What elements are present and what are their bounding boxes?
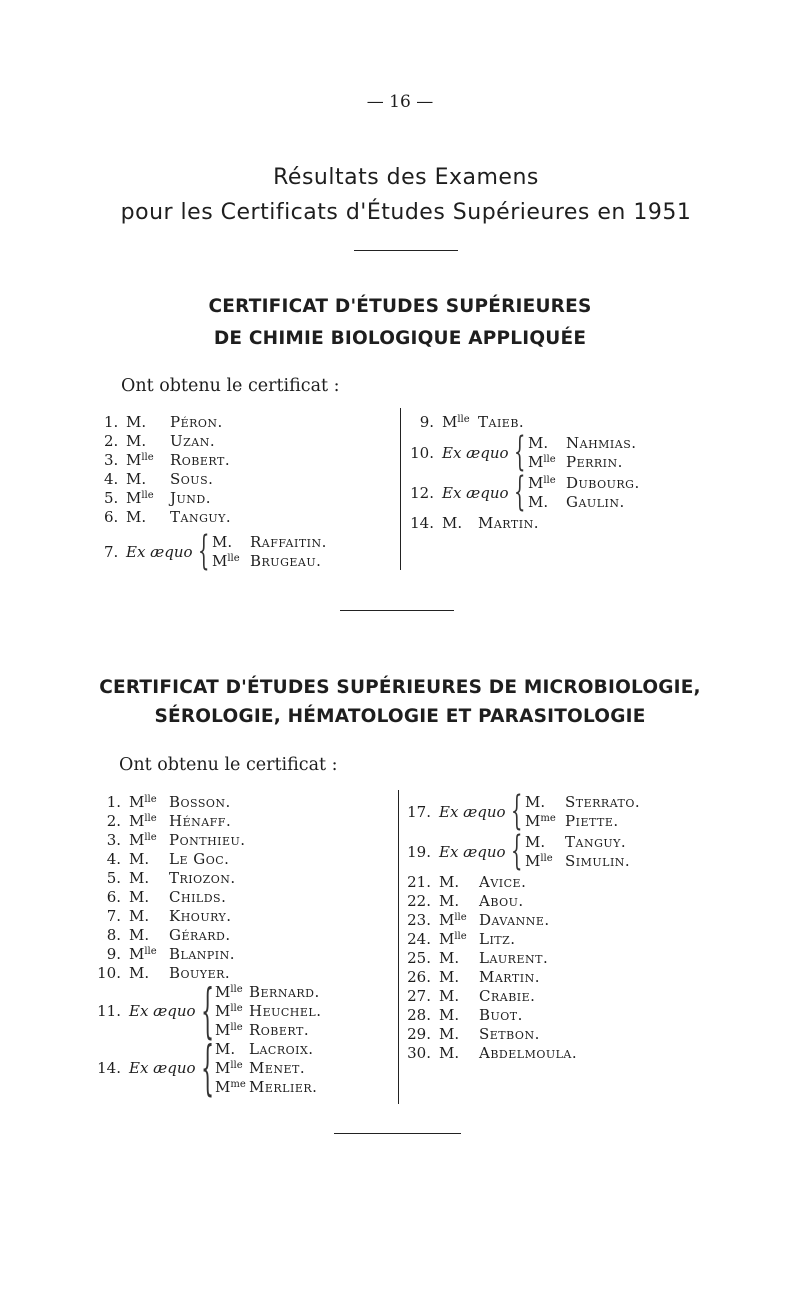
list-item [407, 930, 577, 949]
honorific: M. [528, 493, 549, 511]
item-number: 21. [407, 873, 431, 891]
page-number: — 16 — [366, 92, 434, 112]
list-item [104, 489, 231, 508]
person-name: Litz. [479, 930, 516, 948]
ex-aequo-text: Ex æquo [442, 443, 509, 462]
item-number: 22. [407, 892, 431, 910]
person-name: Buot. [479, 1006, 523, 1024]
list-item [97, 945, 246, 964]
person-name: Menet. [249, 1059, 306, 1077]
honorific: M. [525, 793, 546, 811]
item-number: 8. [106, 926, 121, 944]
list-item [525, 793, 640, 812]
person-name: Laurent. [479, 949, 549, 967]
person-name: Bosson. [169, 793, 231, 811]
ex-aequo-group [407, 788, 641, 834]
ex-aequo-label [410, 444, 509, 463]
honorific: $M^{me}$ [525, 812, 556, 830]
list-item [407, 1025, 577, 1044]
list-item [525, 833, 630, 852]
honorific: M. [129, 964, 150, 982]
brace-symbol: { [198, 528, 210, 574]
item-number: 14. [97, 1059, 121, 1077]
person-name: Péron. [170, 413, 223, 431]
list-item [97, 869, 246, 888]
honorific: M. [439, 1044, 460, 1062]
section-1-intro: Ont obtenu le certificat : [121, 376, 340, 396]
person-name: Lacroix. [249, 1040, 314, 1058]
honorific: $M^{lle}$ [126, 489, 154, 507]
item-number: 24. [407, 930, 431, 948]
honorific: $M^{lle}$ [215, 983, 243, 1001]
honorific: M. [212, 533, 233, 551]
brace-symbol: { [514, 469, 526, 515]
person-name: Simulin. [565, 852, 631, 870]
ex-aequo-members [212, 533, 327, 571]
person-name: Bernard. [249, 983, 320, 1001]
section-divider [340, 610, 454, 611]
list-item [212, 552, 327, 571]
person-name: Blanpin. [169, 945, 236, 963]
person-name: Robert. [249, 1021, 310, 1039]
list-item [215, 1040, 317, 1059]
person-name: Setbon. [479, 1025, 540, 1043]
person-name: Davanne. [479, 911, 550, 929]
person-name: Sous. [170, 470, 214, 488]
honorific: M. [439, 1006, 460, 1024]
ex-aequo-members [215, 1040, 317, 1097]
list-item [525, 852, 630, 871]
list-item [97, 793, 246, 812]
person-name: Tanguy. [170, 508, 232, 526]
list-item [215, 1002, 322, 1021]
ex-aequo-members [525, 833, 630, 871]
person-name: Martin. [478, 514, 539, 532]
page-title-line-1: Résultats des Examens [273, 165, 539, 190]
list-item [407, 911, 577, 930]
list-item [215, 1059, 317, 1078]
list-item [407, 1044, 577, 1063]
item-number: 4. [106, 850, 121, 868]
honorific: M. [129, 926, 150, 944]
section-1-heading-line-1: CERTIFICAT D'ÉTUDES SUPÉRIEURES [208, 296, 592, 317]
person-name: Perrin. [566, 453, 623, 471]
ex-aequo-text: Ex æquo [129, 1059, 196, 1077]
ex-aequo-text: Ex æquo [439, 842, 506, 861]
person-name: Piette. [565, 812, 619, 830]
person-name: Khoury. [169, 907, 232, 925]
item-number: 1. [106, 793, 121, 811]
item-number: 7. [106, 907, 121, 925]
person-name: Hénaff. [169, 812, 232, 830]
item-number: 7. [104, 542, 119, 561]
item-number: 25. [407, 949, 431, 967]
honorific: $M^{lle}$ [129, 831, 157, 849]
honorific: M. [439, 987, 460, 1005]
item-number: 9. [106, 945, 121, 963]
ex-aequo-group [410, 469, 640, 515]
honorific: $M^{lle}$ [525, 852, 553, 870]
item-number: 30. [407, 1044, 431, 1062]
item-number: 2. [104, 432, 119, 450]
ex-aequo-members [528, 434, 637, 472]
ex-aequo-members [525, 793, 640, 831]
list-item [97, 850, 246, 869]
honorific: M. [129, 869, 150, 887]
end-divider [334, 1133, 461, 1134]
ex-aequo-group [410, 429, 637, 475]
item-number: 14. [410, 514, 434, 532]
honorific: $M^{lle}$ [126, 451, 154, 469]
list-item [528, 474, 640, 493]
brace-symbol: { [511, 788, 523, 834]
list-item [97, 831, 246, 850]
person-name: Gaulin. [566, 493, 625, 511]
ex-aequo-members [528, 474, 640, 512]
list-item [407, 873, 577, 892]
item-number: 5. [104, 489, 119, 507]
honorific: M. [126, 413, 147, 431]
honorific: M. [215, 1040, 236, 1058]
item-number: 11. [97, 1002, 121, 1020]
honorific: M. [126, 432, 147, 450]
list-item [104, 508, 231, 527]
section-2-right-column [407, 788, 641, 1063]
honorific: M. [129, 850, 150, 868]
honorific: $M^{lle}$ [439, 930, 467, 948]
section-1-column-divider [400, 408, 401, 570]
item-number: 1. [104, 413, 119, 431]
person-name: Abdelmoula. [479, 1044, 578, 1062]
item-number: 28. [407, 1006, 431, 1024]
person-name: Tanguy. [565, 833, 627, 851]
item-number: 19. [407, 842, 431, 861]
list-item [97, 926, 246, 945]
honorific: M. [528, 434, 549, 452]
item-number: 6. [104, 508, 119, 526]
honorific: $M^{lle}$ [439, 911, 467, 929]
person-name: Le Goc. [169, 850, 230, 868]
item-number: 26. [407, 968, 431, 986]
ex-aequo-members [215, 983, 322, 1040]
honorific: M. [126, 508, 147, 526]
page-title-line-2: pour les Certificats d'Études Supérieures en 1951 [120, 200, 692, 225]
honorific: $M^{lle}$ [215, 1021, 243, 1039]
list-item [97, 812, 246, 831]
honorific: $M^{lle}$ [528, 474, 556, 492]
person-name: Childs. [169, 888, 227, 906]
honorific: $M^{lle}$ [528, 453, 556, 471]
honorific: $M^{me}$ [215, 1078, 246, 1096]
section-2-heading-line-1: CERTIFICAT D'ÉTUDES SUPÉRIEURES DE MICROBIOLOGIE, [99, 677, 701, 698]
brace-symbol: { [514, 429, 526, 475]
person-name: Heuchel. [249, 1002, 322, 1020]
person-name: Brugeau. [250, 552, 322, 570]
section-2-left-column [97, 793, 322, 1102]
list-item [528, 453, 637, 472]
ex-aequo-text: Ex æquo [439, 802, 506, 821]
item-number: 3. [104, 451, 119, 469]
person-name: Martin. [479, 968, 540, 986]
person-name: Avice. [479, 873, 527, 891]
title-divider [354, 250, 458, 251]
honorific: M. [129, 888, 150, 906]
item-number: 10. [410, 443, 434, 462]
list-item [104, 451, 231, 470]
honorific: $M^{lle}$ [215, 1059, 243, 1077]
item-number: 5. [106, 869, 121, 887]
section-1-heading-line-2: DE CHIMIE BIOLOGIQUE APPLIQUÉE [213, 328, 587, 349]
ex-aequo-group [104, 528, 327, 574]
person-name: Gérard. [169, 926, 231, 944]
item-number: 3. [106, 831, 121, 849]
person-name: Dubourg. [566, 474, 640, 492]
person-name: Crabie. [479, 987, 536, 1005]
ex-aequo-label [410, 484, 509, 503]
honorific: M. [439, 892, 460, 910]
item-number: 12. [410, 483, 434, 502]
person-name: Triozon. [169, 869, 236, 887]
ex-aequo-text: Ex æquo [126, 542, 193, 561]
list-item [407, 968, 577, 987]
ex-aequo-label [104, 543, 193, 562]
item-number: 2. [106, 812, 121, 830]
honorific: M. [439, 949, 460, 967]
brace-symbol: { [201, 1033, 215, 1102]
honorific: M. [129, 907, 150, 925]
section-1-right-column [410, 413, 640, 533]
honorific: $M^{lle}$ [442, 413, 470, 431]
item-number: 6. [106, 888, 121, 906]
list-item [104, 432, 231, 451]
brace-symbol: { [201, 976, 215, 1045]
list-item [215, 1078, 317, 1097]
list-item [104, 470, 231, 489]
person-name: Bouyer. [169, 964, 231, 982]
person-name: Robert. [170, 451, 231, 469]
section-2-intro: Ont obtenu le certificat : [119, 755, 338, 775]
list-item [215, 983, 322, 1002]
item-number: 4. [104, 470, 119, 488]
person-name: Taieb. [478, 413, 525, 431]
honorific: $M^{lle}$ [129, 945, 157, 963]
person-name: Raffaitin. [250, 533, 327, 551]
honorific: M. [126, 470, 147, 488]
list-item [407, 1006, 577, 1025]
ex-aequo-label [407, 843, 506, 862]
list-item [410, 514, 539, 533]
list-item [407, 987, 577, 1006]
list-item [407, 892, 577, 911]
list-item [212, 533, 327, 552]
item-number: 9. [419, 413, 434, 431]
person-name: Merlier. [249, 1078, 318, 1096]
ex-aequo-group [97, 1033, 318, 1102]
ex-aequo-label [407, 803, 506, 822]
honorific: M. [442, 514, 463, 532]
list-item [215, 1021, 322, 1040]
person-name: Jund. [170, 489, 211, 507]
honorific: $M^{lle}$ [129, 812, 157, 830]
honorific: M. [525, 833, 546, 851]
brace-symbol: { [511, 828, 523, 874]
honorific: M. [439, 968, 460, 986]
honorific: $M^{lle}$ [212, 552, 240, 570]
person-name: Nahmias. [566, 434, 637, 452]
item-number: 17. [407, 802, 431, 821]
section-2-heading-line-2: SÉROLOGIE, HÉMATOLOGIE ET PARASITOLOGIE [154, 706, 646, 727]
list-item [525, 812, 640, 831]
honorific: M. [439, 873, 460, 891]
ex-aequo-group [97, 976, 322, 1045]
honorific: $M^{lle}$ [129, 793, 157, 811]
list-item [104, 413, 231, 432]
person-name: Ponthieu. [169, 831, 246, 849]
list-item [97, 907, 246, 926]
ex-aequo-text: Ex æquo [442, 483, 509, 502]
list-item [528, 434, 637, 453]
list-item [407, 949, 577, 968]
person-name: Sterrato. [565, 793, 641, 811]
honorific: M. [439, 1025, 460, 1043]
person-name: Uzan. [170, 432, 216, 450]
person-name: Abou. [479, 892, 524, 910]
honorific: $M^{lle}$ [215, 1002, 243, 1020]
ex-aequo-group [407, 828, 631, 874]
section-2-column-divider [398, 790, 399, 1104]
item-number: 23. [407, 911, 431, 929]
ex-aequo-text: Ex æquo [129, 1002, 196, 1020]
item-number: 10. [97, 964, 121, 982]
ex-aequo-label [97, 1059, 196, 1078]
item-number: 27. [407, 987, 431, 1005]
ex-aequo-label [97, 1002, 196, 1021]
list-item [528, 493, 640, 512]
list-item [97, 888, 246, 907]
item-number: 29. [407, 1025, 431, 1043]
section-1-left-column [104, 413, 327, 574]
list-item [97, 964, 246, 983]
